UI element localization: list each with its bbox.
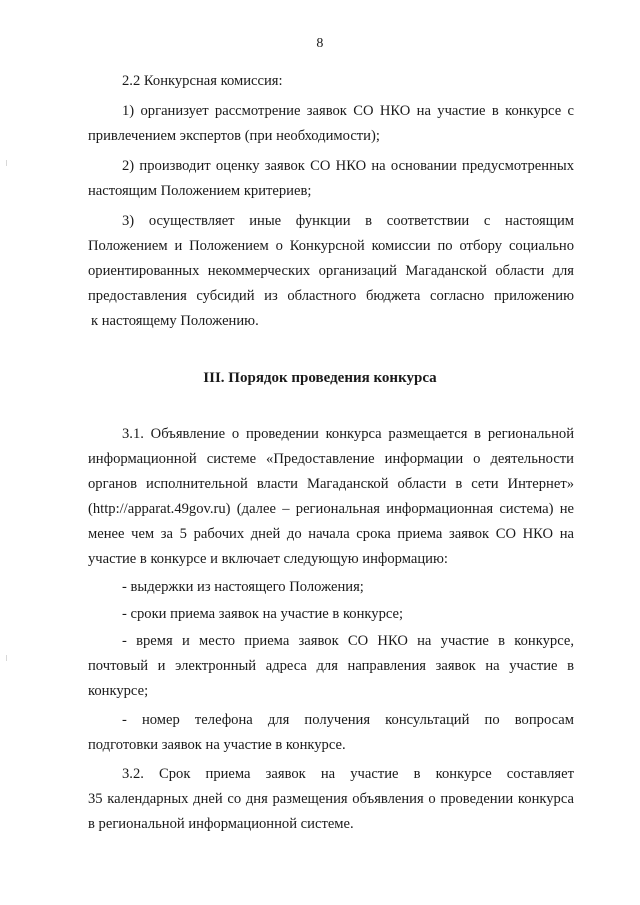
bullet-item: - выдержки из настоящего Положения; [122, 579, 364, 595]
p3-1-line: 3.1. Объявление о проведении конкурса размещается в региональной [122, 426, 574, 442]
item2-line: 2) производит оценку заявок СО НКО на основании предусмотренных [122, 158, 574, 174]
section-2-2-title: 2.2 Конкурсная комиссия: [122, 73, 283, 89]
bullet-item: подготовки заявок на участие в конкурсе. [88, 737, 346, 753]
item1-line: 1) организует рассмотрение заявок СО НКО на участие в конкурсе с [122, 103, 574, 119]
item3-line: предоставления субсидий из областного бюджета согласно приложению [88, 288, 574, 304]
section-heading: III. Порядок проведения конкурса [203, 370, 437, 386]
bullet-item: почтовый и электронный адреса для направления заявок на участие в [88, 658, 574, 674]
margin-mark [6, 160, 7, 166]
p3-1-line: (http://apparat.49gov.ru) (далее – региональная информационная система) не [88, 501, 574, 517]
item3-line: ориентированных некоммерческих организаций Магаданской области для [88, 263, 574, 279]
item3-line: к настоящему Положению. [91, 313, 259, 329]
p3-2-line: в региональной информационной системе. [88, 816, 354, 832]
item3-line: Положением и Положением о Конкурсной комиссии по отбору социально [88, 238, 574, 254]
p3-1-line: участие в конкурсе и включает следующую информацию: [88, 551, 448, 567]
item1-line: привлечением экспертов (при необходимости); [88, 128, 380, 144]
bullet-item: - время и место приема заявок СО НКО на участие в конкурсе, [122, 633, 574, 649]
margin-mark [6, 655, 7, 661]
p3-2-line: 35 календарных дней со дня размещения объявления о проведении конкурса [88, 791, 574, 807]
page-number: 8 [316, 36, 324, 51]
p3-2-line: 3.2. Срок приема заявок на участие в конкурсе составляет [122, 766, 574, 782]
item3-line: 3) осуществляет иные функции в соответствии с настоящим [122, 213, 574, 229]
bullet-item: конкурсе; [88, 683, 149, 699]
p3-1-line: менее чем за 5 рабочих дней до начала срока приема заявок СО НКО на [88, 526, 574, 542]
item2-line: настоящим Положением критериев; [88, 183, 312, 199]
p3-1-line: информационной системе «Предоставление информации о деятельности [88, 451, 574, 467]
bullet-item: - сроки приема заявок на участие в конкурсе; [122, 606, 404, 622]
p3-1-line: органов исполнительной власти Магаданской области в сети Интернет» [88, 476, 574, 492]
bullet-item: - номер телефона для получения консультаций по вопросам [122, 712, 574, 728]
